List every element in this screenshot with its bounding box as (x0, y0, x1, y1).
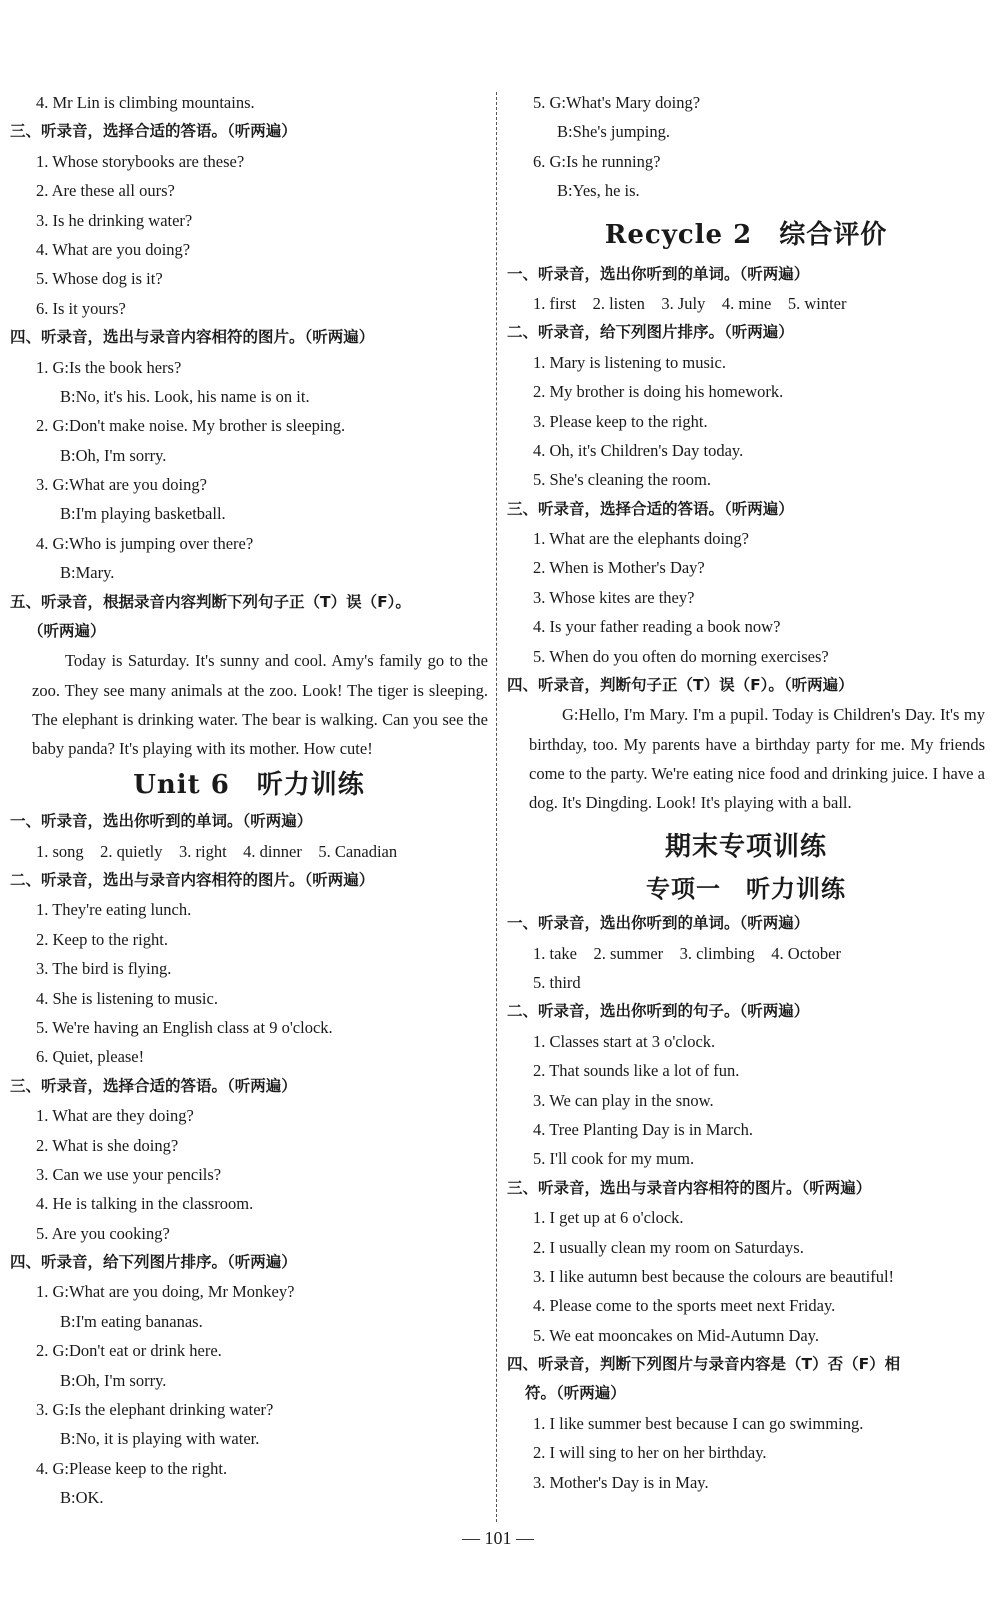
list-item: 3. We can play in the snow. (533, 1090, 714, 1110)
list-item: 3. Is he drinking water? (36, 210, 193, 230)
final-title: 期末专项训练 (664, 832, 827, 863)
list-item: 2. That sounds like a lot of fun. (533, 1061, 740, 1081)
list-item: 3. The bird is flying. (36, 959, 172, 979)
dialogue-g: 1. G:Is the book hers? (36, 357, 182, 377)
dialogue-b: B:I'm playing basketball. (60, 504, 226, 524)
dialogue-g: 4. G:Who is jumping over there? (36, 533, 254, 553)
list-item: 6. Is it yours? (36, 298, 126, 318)
list-item: 1. Whose storybooks are these? (36, 151, 245, 171)
section-heading: 五、听录音，根据录音内容判断下列句子正（T）误（F）。 (10, 592, 411, 611)
list-item: 1. Classes start at 3 o'clock. (533, 1031, 716, 1051)
list-item: 2. Are these all ours? (36, 181, 175, 201)
list-item: 1. What are the elephants doing? (533, 529, 749, 549)
list-item: 3. Mother's Day is in May. (533, 1472, 709, 1492)
list-item: 4. She is listening to music. (36, 988, 218, 1008)
list-item: 5. We're having an English class at 9 o'clock. (36, 1017, 333, 1037)
section-heading: 四、听录音，选出与录音内容相符的图片。（听两遍） (10, 328, 375, 347)
column-divider (496, 92, 497, 1522)
dialogue-b: B:No, it's his. Look, his name is on it. (60, 386, 310, 406)
section-heading: 二、听录音，给下列图片排序。（听两遍） (507, 323, 794, 342)
dialogue-g: 6. G:Is he running? (533, 151, 661, 171)
list-item: 3. Whose kites are they? (533, 587, 695, 607)
list-item: 4. Tree Planting Day is in March. (533, 1119, 753, 1139)
section-heading-cont: （听两遍） (28, 622, 106, 641)
list-item: 2. What is she doing? (36, 1135, 179, 1155)
list-item: 2. When is Mother's Day? (533, 558, 705, 578)
list-item: 2. I will sing to her on her birthday. (533, 1443, 767, 1463)
dialogue-g: 2. G:Don't eat or drink here. (36, 1341, 222, 1361)
section-heading: 三、听录音，选择合适的答语。（听两遍） (10, 122, 297, 141)
list-item: 5. Whose dog is it? (36, 269, 163, 289)
final-subtitle: 专项一 听力训练 (646, 874, 846, 904)
dialogue-b: B:Yes, he is. (557, 181, 640, 201)
list-item: 2. My brother is doing his homework. (533, 382, 784, 402)
list-item: 4. Oh, it's Children's Day today. (533, 440, 744, 460)
word-list: 1. first 2. listen 3. July 4. mine 5. winter (533, 293, 847, 313)
section-heading: 三、听录音，选择合适的答语。（听两遍） (507, 499, 794, 518)
dialogue-g: 2. G:Don't make noise. My brother is sleeping. (36, 416, 346, 436)
list-item: 3. Can we use your pencils? (36, 1164, 222, 1184)
section-heading: 三、听录音，选择合适的答语。（听两遍） (10, 1076, 297, 1095)
section-heading: 四、听录音，判断下列图片与录音内容是（T）否（F）相 (507, 1355, 901, 1374)
list-item: 1. I like summer best because I can go swimming. (533, 1413, 864, 1433)
dialogue-g: 5. G:What's Mary doing? (533, 93, 701, 112)
list-item: 3. I like autumn best because the colours are beautiful! (533, 1266, 895, 1286)
section-heading: 三、听录音，选出与录音内容相符的图片。（听两遍） (507, 1178, 872, 1197)
section-heading: 四、听录音，判断句子正（T）误（F）。（听两遍） (507, 676, 854, 695)
list-item: 4. Is your father reading a book now? (533, 617, 781, 637)
list-item: 4. Please come to the sports meet next Friday. (533, 1296, 836, 1316)
dialogue-g: 3. G:What are you doing? (36, 475, 207, 495)
page-number: — 101 — (462, 1528, 534, 1548)
dialogue-b: B:Mary. (60, 563, 115, 583)
list-item: 4. He is talking in the classroom. (36, 1194, 254, 1214)
right-column (507, 88, 985, 1497)
section-heading: 一、听录音，选出你听到的单词。（听两遍） (507, 264, 810, 283)
list-item: 6. Quiet, please! (36, 1047, 145, 1067)
dialogue-g: 4. G:Please keep to the right. (36, 1458, 228, 1478)
section-heading: 二、听录音，选出你听到的句子。（听两遍） (507, 1002, 810, 1021)
list-item: 1. They're eating lunch. (36, 900, 192, 920)
list-item: 2. I usually clean my room on Saturdays. (533, 1237, 804, 1257)
text-line: 4. Mr Lin is climbing mountains. (36, 93, 255, 112)
dialogue-b: B:I'm eating bananas. (60, 1311, 203, 1331)
word-list: 1. song 2. quietly 3. right 4. dinner 5. Canadian (36, 841, 398, 861)
left-column (10, 88, 488, 1513)
section-heading: 四、听录音，给下列图片排序。（听两遍） (10, 1253, 297, 1272)
unit-title: Unit 6 听力训练 (133, 770, 365, 801)
word-list: 1. take 2. summer 3. climbing 4. October (533, 943, 841, 963)
list-item: 5. We eat mooncakes on Mid-Autumn Day. (533, 1325, 819, 1345)
dialogue-b: B:OK. (60, 1488, 104, 1508)
section-heading: 二、听录音，选出与录音内容相符的图片。（听两遍） (10, 871, 375, 890)
list-item: 4. What are you doing? (36, 239, 191, 259)
dialogue-b: B:Oh, I'm sorry. (60, 1370, 167, 1390)
list-item: 5. She's cleaning the room. (533, 470, 712, 490)
word-list-cont: 5. third (533, 973, 581, 993)
passage-paragraph: Today is Saturday. It's sunny and cool. Amy's family go to the zoo. They see many animals at the zoo. Look! The tiger is sleeping. The elephant is drinking water. The bear is walking. Can you see the baby panda? It's playing with its mother. How cute! (32, 651, 488, 759)
list-item: 3. Please keep to the right. (533, 411, 708, 431)
dialogue-b: B:She's jumping. (557, 122, 670, 142)
dialogue-b: B:No, it is playing with water. (60, 1429, 260, 1449)
dialogue-g: 3. G:Is the elephant drinking water? (36, 1400, 274, 1420)
section-heading-cont: 符。（听两遍） (525, 1384, 626, 1403)
section-heading: 一、听录音，选出你听到的单词。（听两遍） (10, 812, 313, 831)
passage-paragraph: G:Hello, I'm Mary. I'm a pupil. Today is Children's Day. It's my birthday, too. My parents have a birthday party for me. My friends come to the party. We're eating nice food and drinking juice. I have a dog. It's Dingding. Look! It's playing with a ball. (529, 705, 985, 813)
list-item: 5. When do you often do morning exercises? (533, 646, 829, 666)
dialogue-b: B:Oh, I'm sorry. (60, 445, 167, 465)
list-item: 5. I'll cook for my mum. (533, 1149, 695, 1169)
list-item: 2. Keep to the right. (36, 929, 168, 949)
list-item: 1. Mary is listening to music. (533, 352, 726, 372)
section-heading: 一、听录音，选出你听到的单词。（听两遍） (507, 914, 810, 933)
recycle-title: Recycle 2 综合评价 (604, 219, 888, 250)
list-item: 1. What are they doing? (36, 1106, 194, 1126)
list-item: 5. Are you cooking? (36, 1223, 170, 1243)
list-item: 1. I get up at 6 o'clock. (533, 1208, 684, 1228)
dialogue-g: 1. G:What are you doing, Mr Monkey? (36, 1282, 295, 1302)
